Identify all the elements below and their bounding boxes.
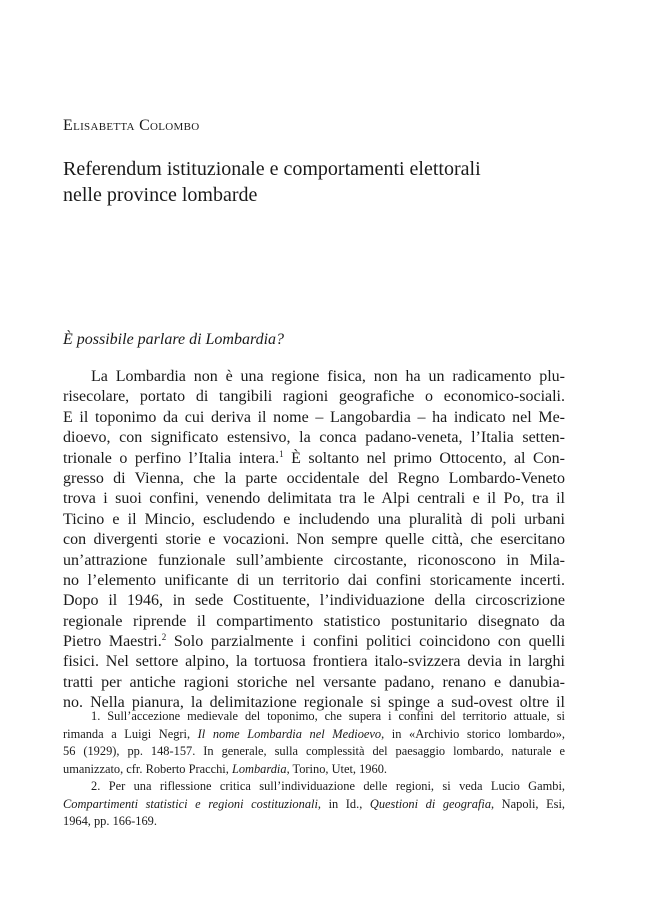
footnote-cited-title: Questioni di geografia [369,796,492,811]
body-text-segment: trionale o perfino l’Italia intera. [63,449,280,467]
footnote-1-line [63,726,565,744]
body-line: dioevo, con significato estensivo, la conca padano-veneta, l’Italia setten- [63,429,565,447]
footnote-cited-title: Il nome Lombardia nel Medioevo [197,726,382,741]
footnote-1-line: 1. Sull’accezione medievale del toponimo, che supera i confini del territorio attuale, si [91,709,565,723]
body-line: La Lombardia non è una regione fisica, non ha un radicamento plu- [91,368,565,385]
body-text-segment: Pietro Maestri. [63,633,162,651]
footnote-text: , Napoli, Esi, [491,796,566,811]
body-line: Ticino e il Mincio, escludendo e includendo una pluralità di poli urbani [63,510,565,528]
body-line: regionale riprende il compartimento statistico postunitario disegnato da [63,612,565,630]
footnote-text: , in «Archivio storico lombardo», [381,726,566,741]
body-line: no l’elemento unificante di un territorio dai confini storicamente incerti. [63,571,565,589]
author-name: Elisabetta Colombo [63,117,200,134]
footnote-text: umanizzato, cfr. Roberto Pracchi, [63,761,232,776]
footnote-2-line: 2. Per una riflessione critica sull’individuazione delle regioni, si veda Lucio Gambi, [91,779,565,793]
footnote-2-line: 1964, pp. 166-169. [63,814,157,828]
footnote-1-line: 56 (1929), pp. 148-157. In generale, sulla complessità del paesaggio lombardo, naturale e [63,744,565,758]
body-line [63,632,565,652]
body-text-segment: È soltanto nel primo Ottocento, al Con- [291,449,566,467]
body-line: gresso di Vienna, che la parte occidentale del Regno Lombardo-Veneto [63,469,565,487]
body-line: trova i suoi confini, venendo delimitata tra le Alpi centrali e il Po, tra il [63,490,565,508]
footnote-cited-title: Compartimenti statistici e regioni costituzionali [63,796,318,811]
body-line: no. Nella pianura, la delimitazione regionale si spinge a sud-ovest oltre il [63,694,565,712]
chapter-title-line: Referendum istituzionale e comportamenti elettorali [63,158,481,180]
footnote-ref: 2 [161,632,167,643]
body-line: un’attrazione funzionale sull’ambiente circostante, riconoscono in Mila- [63,551,565,569]
body-line: risecolare, portato di tangibili ragioni geografiche o economico-sociali. [63,388,565,406]
section-heading: È possibile parlare di Lombardia? [63,331,285,348]
body-line [63,449,565,469]
footnote-ref: 1 [279,448,284,459]
body-line: fisici. Nel settore alpino, la tortuosa frontiera italo-svizzera devia in larghi [63,653,565,671]
body-line: Dopo il 1946, in sede Costituente, l’individuazione della circoscrizione [63,592,565,610]
footnote-text: , Torino, Utet, 1960. [286,761,387,776]
footnote-text: rimanda a Luigi Negri, [63,726,198,741]
footnote-cited-title: Lombardia [231,761,287,776]
body-line: E il toponimo da cui deriva il nome – Langobardia – ha indicato nel Me- [63,408,565,426]
footnotes [63,708,565,831]
footnote-1-line [63,761,565,779]
body-text-segment: Solo parzialmente i confini politici coincidono con quelli [173,633,566,651]
body-text [63,367,565,714]
chapter-title [63,156,583,208]
chapter-title-line: nelle province lombarde [63,184,258,206]
body-line: con divergenti storie e vocazioni. Non sempre quelle città, che esercitano [63,531,565,549]
body-line: tratti per antiche ragioni storiche nel versante padano, renano e danubia- [63,673,565,691]
footnote-text: , in Id., [317,796,370,811]
footnote-2-line [63,796,565,814]
